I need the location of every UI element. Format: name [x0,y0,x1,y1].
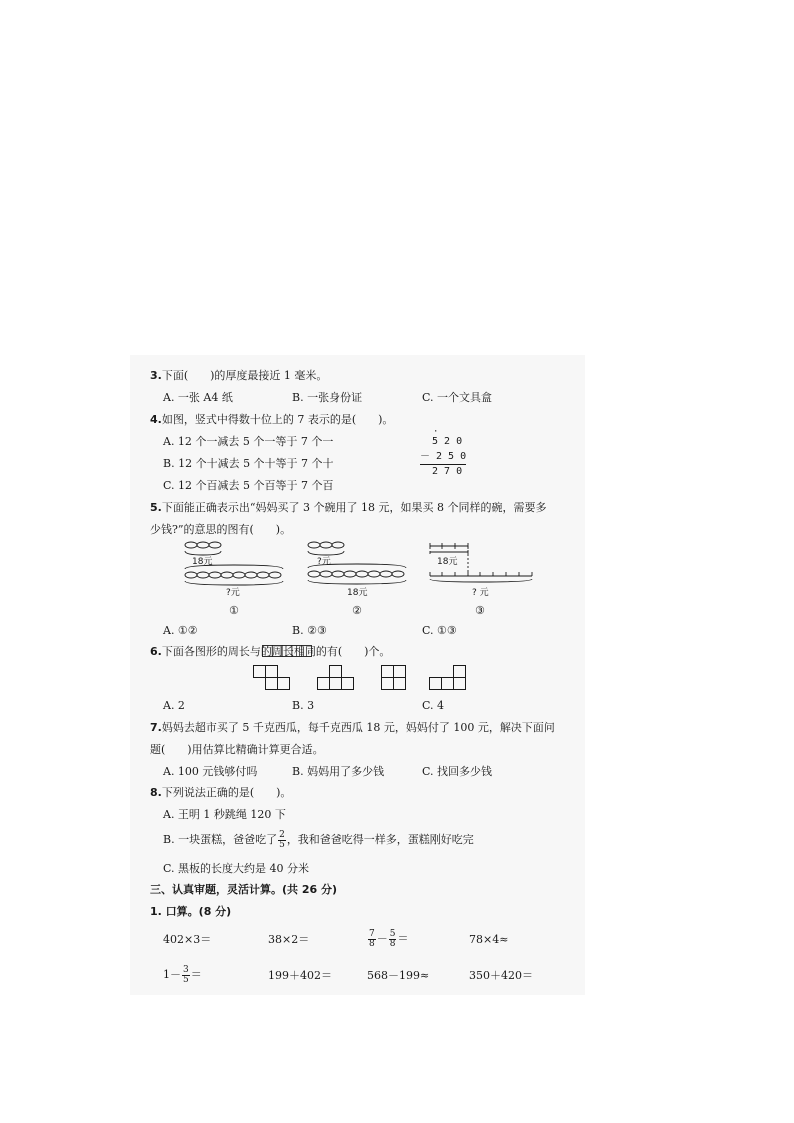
question-number: 4. [150,413,162,426]
equals: ＝ [397,932,409,945]
denominator: 5 [183,974,189,985]
denominator: 8 [389,938,396,949]
figure-2 [307,540,412,618]
operand: 1－ [163,968,181,981]
question-number: 5. [150,501,162,514]
option-a[interactable]: A. 12 个一减去 5 个一等于 7 个一 [163,435,334,448]
fig2-top-label: ?元 [317,557,331,567]
option-c[interactable]: C. 黑板的长度大约是 40 分米 [163,862,310,875]
fraction [389,930,397,949]
option-a[interactable]: A. 王明 1 秒跳绳 120 下 [163,808,286,821]
question-number: 7. [150,721,162,734]
option-c[interactable]: C. 一个文具盒 [422,391,493,404]
fig1-top-label: 18元 [192,557,213,567]
option-a[interactable]: A. 一张 A4 纸 [163,391,233,404]
fraction [182,966,190,985]
fig1-bottom-label: ?元 [226,588,240,598]
five-square-strip [262,645,312,656]
numerator: 7 [369,928,375,939]
operator: － [376,932,388,945]
vertical-line [420,464,466,465]
vertical-subtrahend: － 2 5 0 [420,451,467,462]
borrow-dot: · [433,427,439,437]
fraction [278,831,286,850]
numerator: 3 [183,964,189,975]
option-c[interactable]: C. 4 [422,699,445,712]
question-number: 8. [150,786,162,799]
option-b[interactable]: B. 妈妈用了多少钱 [292,765,385,778]
shape-2 [317,665,357,691]
fig2-bottom-label: 18元 [347,588,368,598]
option-b-text-post: ，我和爸爸吃得一样多，蛋糕刚好吃完 [286,833,474,846]
option-c[interactable]: C. 找回多少钱 [422,765,493,778]
fig3-bottom-label: ? 元 [472,588,489,598]
sub-question-text: 1. 口算。(8 分) [150,905,232,918]
question-text: 妈妈去超市买了 5 千克西瓜，每千克西瓜 18 元，妈妈付了 100 元，解决下面问 [161,721,555,734]
fig3-top-label: 18元 [437,557,458,567]
question-7-cont: 题( )用估算比精确计算更合适。 [150,743,324,756]
option-b[interactable] [163,830,474,850]
question-4 [150,413,393,427]
sub-question [150,905,231,919]
vertical-result: 2 7 0 [432,466,463,477]
numerator: 2 [279,829,285,840]
fig2-number: ② [352,604,362,617]
option-a[interactable]: A. 100 元钱够付吗 [163,765,258,778]
figure-3 [428,540,536,618]
option-b[interactable]: B. ②③ [292,624,327,637]
question-8 [150,786,291,800]
calc-5 [163,963,202,987]
fig3-number: ③ [475,604,485,617]
question-5-cont: 少钱?”的意思的图有( )。 [150,523,292,536]
numerator: 5 [389,928,396,939]
option-b[interactable]: B. 12 个十减去 5 个十等于 7 个十 [163,457,334,470]
fig1-number: ① [229,604,239,617]
question-text: 如图，竖式中得数十位上的 7 表示的是( )。 [161,413,394,426]
option-b[interactable]: B. 3 [292,699,315,712]
question-text: 下面( )的厚度最接近 1 毫米。 [161,369,328,382]
denominator: 8 [369,938,375,949]
option-c[interactable]: C. 12 个百减去 5 个百等于 7 个百 [163,479,334,492]
option-b[interactable]: B. 一张身份证 [292,391,363,404]
calc-4: 78×4≈ [469,933,509,946]
section-title: 三、认真审题，灵活计算。(共 26 分) [150,883,338,896]
calc-6: 199＋402＝ [268,969,332,982]
calc-7: 568－199≈ [367,969,430,982]
option-b-text: B. 一块蛋糕，爸爸吃了 [163,833,278,846]
question-3 [150,369,327,383]
denominator: 5 [279,839,285,850]
option-c[interactable]: C. ①③ [422,624,457,637]
question-text: 下列说法正确的是( )。 [161,786,292,799]
calc-3 [367,927,408,951]
question-7 [150,721,555,735]
figure-1 [184,540,289,618]
question-text-pre: 下面各图形的周长与 [161,645,261,658]
question-text: 下面能正确表示出“妈妈买了 3 个碗用了 18 元，如果买 8 个同样的碗，需要多 [161,501,547,514]
vertical-top: 5 2 0 [432,436,463,447]
question-5 [150,501,546,515]
question-number: 3. [150,369,162,382]
option-a[interactable]: A. 2 [163,699,185,712]
shape-1 [253,665,293,691]
calc-8: 350＋420＝ [469,969,533,982]
calc-1: 402×3＝ [163,933,212,946]
question-text-post: 的周长相同的有( )个。 [260,645,391,658]
question-6 [150,645,390,659]
fraction [368,930,376,949]
calc-2: 38×2＝ [268,933,310,946]
exam-paper [130,355,585,995]
shape-3 [381,665,409,691]
option-a[interactable]: A. ①② [163,624,198,637]
equals: ＝ [190,968,202,981]
shape-4 [429,665,469,691]
question-number: 6. [150,645,162,658]
